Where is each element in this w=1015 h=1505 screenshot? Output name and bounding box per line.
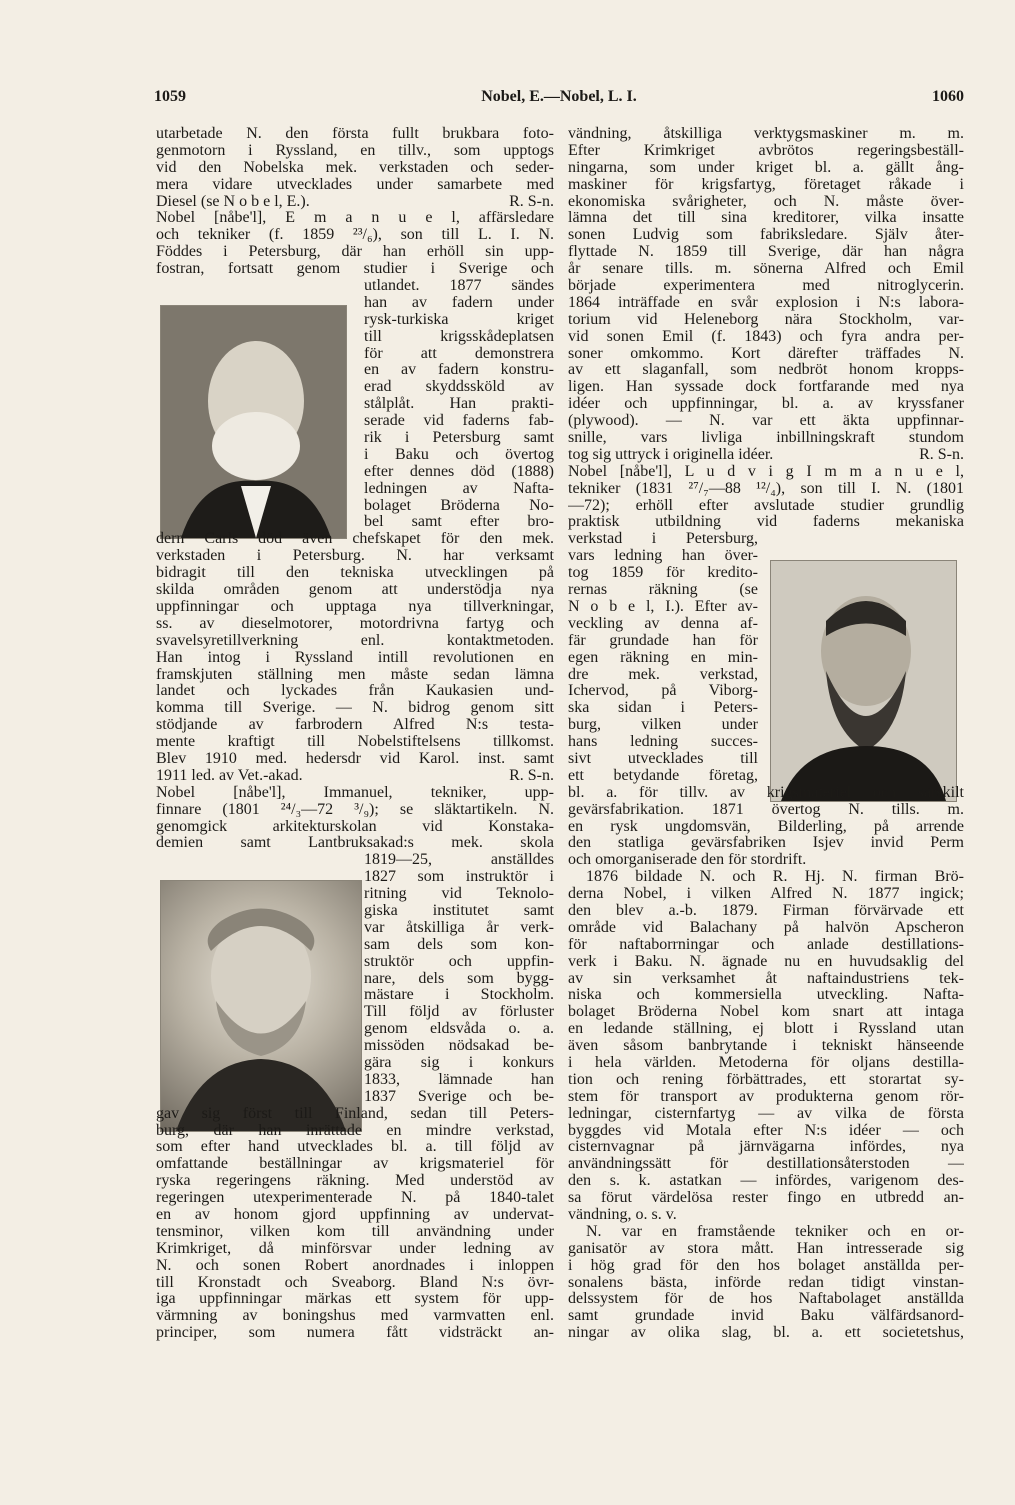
text-line: landet och lyckades från Kaukasien und- <box>156 683 554 700</box>
text-line: svavelsyretillverkning enl. kontaktmetoden. <box>156 632 554 649</box>
text-line: den s. k. astatkan — infördes, varigenom des- <box>568 1173 964 1190</box>
text-line: fostran, fortsatt genom studier i Sverige och <box>156 261 554 278</box>
text-line: Krimkriget, då minförsvar under ledning av <box>156 1240 554 1257</box>
text-line: hans ledning succes- <box>568 734 758 751</box>
text-line: den blev a.-b. 1879. Firman förvärvade ett <box>568 902 964 919</box>
text-line: år senare tills. m. sönerna Alfred och Emil <box>568 261 964 278</box>
text-line: (plywood). — N. var ett äkta uppfinnar- <box>568 413 964 430</box>
text-line: började experimentera med nitroglycerin. <box>568 278 964 295</box>
signature: R. S-n. <box>919 446 964 463</box>
text-line: rernas räkning (se <box>568 582 758 599</box>
text-line: en av fadern konstru- <box>364 362 554 379</box>
text-line: veckling av denna af- <box>568 615 758 632</box>
text-line: Diesel (se N o b e l, E.). R. S-n. <box>156 193 554 210</box>
entry-heading-emanuel: Nobel [nåbe'l], E m a n u e l, affärsledare <box>156 210 554 227</box>
right-column <box>568 126 964 1342</box>
text-line: vid den Nobelska mek. verkstaden och seder- <box>156 159 554 176</box>
text-line: den statliga gevärsfabriken Isjev invid Perm <box>568 835 964 852</box>
text-line: som efter hand utvecklades bl. a. till följd av <box>156 1139 554 1156</box>
entry-heading-ludvig: Nobel [nåbe'l], L u d v i g I m m a n u e l, <box>568 463 964 480</box>
text-line: flyttade N. 1859 till Sverige, där han några <box>568 244 964 261</box>
text-line: samt grundade invid Baku välfärdsanord- <box>568 1308 964 1325</box>
text-line: bel samt efter bro- <box>364 514 554 531</box>
text-line: snille, vars livliga inbillningskraft stundom <box>568 430 964 447</box>
text-line: ningar av olika slag, bl. a. ett societetshus, <box>568 1325 964 1342</box>
text-line: 1833, lämnade han <box>364 1071 554 1088</box>
text-line: 1864 inträffade en svår explosion i N:s labora- <box>568 294 964 311</box>
text-line: serade vid faderns fab- <box>364 413 554 430</box>
left-column <box>156 126 554 1342</box>
text-line: tensminor, vilken kom till användning under <box>156 1223 554 1240</box>
text-line: verk i Baku. N. ägnade nu en huvudsaklig del <box>568 953 964 970</box>
text-line: efter dennes död (1888) <box>364 463 554 480</box>
text-line: 1837 Sverige och be- <box>364 1088 554 1105</box>
text-line: värmning av boningshus med varmvatten enl. <box>156 1308 554 1325</box>
text-line: tion och rening förbättrades, ett storartat sy- <box>568 1071 964 1088</box>
text-line: tog 1859 för kredito- <box>568 565 758 582</box>
text-line: och omorganiserade den för stordrift. <box>568 852 807 869</box>
text-line: sa förut värdelösa rester fingo en utbredd an- <box>568 1190 964 1207</box>
text-line: och tekniker (f. 1859 ²³/₆), son till L. I. N. <box>156 227 554 244</box>
text-line: av sin verksamhet åt naftaindustriens tek- <box>568 970 964 987</box>
text-line: Föddes i Petersburg, där han erhöll sin upp- <box>156 244 554 261</box>
text-line: maskiner för krigsfartyg, företaget råkade i <box>568 176 964 193</box>
text-line: genom eldsvåda o. a. <box>364 1021 554 1038</box>
text-line: —72); erhöll efter avslutade studier grundlig <box>568 497 964 514</box>
text-line: torium vid Heleneborg nära Stockholm, var- <box>568 311 964 328</box>
text-line: Ichervod, på Viborg- <box>568 683 758 700</box>
text-line: tog sig uttryck i originella idéer. R. S-n. <box>568 446 964 463</box>
text-line: område vid Balachany på halvön Apscheron <box>568 919 964 936</box>
text-line: vid sonen Emil (f. 1843) och fyra andra per- <box>568 328 964 345</box>
text-line: ett betydande företag, <box>568 767 758 784</box>
text-line: uppfinningar och upptaga nya tillverkningar, <box>156 598 554 615</box>
text-line: nare, dels som bygg- <box>364 970 554 987</box>
text-line: N. var en framstående tekniker och en or- <box>586 1223 964 1240</box>
text-line: sonalens bästa, införde redan tidigt vinstan- <box>568 1274 964 1291</box>
text-line: ningarna, som under kriget bl. a. gällt ång- <box>568 159 964 176</box>
text-line: 1876 bildade N. och R. Hj. N. firman Brö- <box>586 869 964 886</box>
text-line: Han intog i Ryssland intill revolutionen en <box>156 649 554 666</box>
entry-heading-immanuel: Nobel [nåbe'l], Immanuel, tekniker, upp- <box>156 784 554 801</box>
text-line: var åtskilliga år verk- <box>364 919 554 936</box>
text-line: verkstad i Petersburg, <box>568 531 758 548</box>
text-line: till Kronstadt och Sveaborg. Bland N:s övr- <box>156 1274 554 1291</box>
text-line: egen räkning en min- <box>568 649 758 666</box>
signature: R. S-n. <box>509 193 554 210</box>
text-line: för att demonstrera <box>364 345 554 362</box>
page-number-left: 1059 <box>154 88 186 105</box>
text-line: demien samt Lantbruksakad:s mek. skola <box>156 835 554 852</box>
text-line: ligen. Han syssade dock fortfarande med nya <box>568 379 964 396</box>
text-line: erad skyddssköld av <box>364 379 554 396</box>
text-line: ss. av dieselmotorer, motordrivna fartyg och <box>156 615 554 632</box>
text-line: han av fadern under <box>364 294 554 311</box>
text-line: praktisk utbildning vid faderns mekaniska <box>568 514 964 531</box>
text-line: principer, som numera fått vidsträckt an- <box>156 1325 554 1342</box>
text-line: genmotorn i Ryssland, en tillv., som upptogs <box>156 142 554 159</box>
text-line: sonen Ludvig som fabriksledare. Själv åter- <box>568 227 964 244</box>
text-line: ganisatör av stora mått. Han intresserade sig <box>568 1240 964 1257</box>
text-line: niska och kommersiella utveckling. Nafta- <box>568 987 964 1004</box>
text-line: cisternvagnar på järnvägarna infördes, nya <box>568 1139 964 1156</box>
text-line: omfattande beställningar av krigsmateriel för <box>156 1156 554 1173</box>
text-line: mästare i Stockholm. <box>364 987 554 1004</box>
text-line: bolaget Bröderna No- <box>364 497 554 514</box>
text-line: ekonomiska svårigheter, och N. måste över- <box>568 193 964 210</box>
text-line: stödjande av farbrodern Alfred N:s testa- <box>156 717 554 734</box>
text-line: burg, vilken under <box>568 717 758 734</box>
text-line: mera vidare utvecklades under samarbete med <box>156 176 554 193</box>
text-line: tekniker (1831 ²⁷/₇—88 ¹²/₄), son till I. N. (1801 <box>568 480 964 497</box>
text-line: byggdes vid Motala efter N:s idéer — och <box>568 1122 964 1139</box>
text-line: bidragit till den tekniska utvecklingen på <box>156 565 554 582</box>
text-line: användningssätt för destillationsåterstoden — <box>568 1156 964 1173</box>
text-line: burg, där han inrättade en mindre verkstad, <box>156 1122 554 1139</box>
text-line: fär grundade han för <box>568 632 758 649</box>
text-line: gav sig först till Finland, sedan till Peters- <box>156 1105 554 1122</box>
text-line: skilda områden genom att understödja nya <box>156 582 554 599</box>
text-line: mente kraftigt till Nobelstiftelsens tillkomst. <box>156 734 554 751</box>
text-line: komma till Sverige. — N. bidrog genom sitt <box>156 700 554 717</box>
text-line: Efter Krimkriget avbrötos regeringsbeställ- <box>568 142 964 159</box>
text-line: en av honom gjord uppfinning av undervat- <box>156 1207 554 1223</box>
page-header <box>154 88 964 118</box>
text-line: iga uppfinningar märkas ett system för upp- <box>156 1291 554 1308</box>
text-line: i hög grad för den hos bolaget anställda per- <box>568 1257 964 1274</box>
text-line: 1827 som instruktör i <box>364 869 554 886</box>
text-line: derna Nobel, i vilken Alfred N. 1877 ingick; <box>568 886 964 903</box>
text-line: bolaget Bröderna Nobel kom snart att intaga <box>568 1004 964 1021</box>
text-line: stem för transport av produkterna genom rör- <box>568 1088 964 1105</box>
text-line: gevärsfabrikation. 1871 övertog N. tills. m. <box>568 801 964 818</box>
signature: R. S-n. <box>509 767 554 784</box>
text-line: Blev 1910 med. hedersdr vid Karol. inst. samt <box>156 750 554 767</box>
text-line: rik i Petersburg samt <box>364 430 554 447</box>
running-title: Nobel, E.—Nobel, L. I. <box>481 88 637 105</box>
text-line: ska sidan i Peters- <box>568 700 758 717</box>
text-line: utarbetade N. den första fullt brukbara foto- <box>156 126 554 142</box>
text-line: vars ledning han över- <box>568 548 758 565</box>
text-line: en rysk ungdomsvän, Bilderling, på arrende <box>568 818 964 835</box>
text-line: ritning vid Teknolo- <box>364 886 554 903</box>
text-line: vändning, åtskilliga verktygsmaskiner m. m. <box>568 126 964 142</box>
text-line: ledningar, cisternfartyg — av vilka de första <box>568 1105 964 1122</box>
text-line: vändning, o. s. v. <box>568 1207 677 1223</box>
text-line: i hela världen. Metoderna för oljans destilla- <box>568 1054 964 1071</box>
text-line: giska institutet samt <box>364 902 554 919</box>
text-line: N o b e l, I.). Efter av- <box>568 598 758 615</box>
text-line: en ledande ställning, ej blott i Ryssland utan <box>568 1021 964 1038</box>
text-line: för naftaborrningar och anlade destillations- <box>568 936 964 953</box>
text-line: ryska regeringens räkning. Med understöd av <box>156 1173 554 1190</box>
page-number-right: 1060 <box>932 88 964 105</box>
text-line: stålplåt. Han prakti- <box>364 396 554 413</box>
text-line: utlandet. 1877 sändes <box>364 278 554 295</box>
text-line: N. och sonen Robert anordnades i inloppen <box>156 1257 554 1274</box>
text-line: rysk-turkiska kriget <box>364 311 554 328</box>
text-line: Till följd av förluster <box>364 1004 554 1021</box>
text-line: framskjuten ställning men måste sedan lämna <box>156 666 554 683</box>
text-line: finnare (1801 ²⁴/₃—72 ³/₉); se släktartikeln. N. <box>156 801 554 818</box>
text-line: även såsom banbrytande i tekniskt hänseende <box>568 1038 964 1055</box>
text-line: sam dels som kon- <box>364 936 554 953</box>
text-line: genomgick arkitekturskolan vid Konstaka- <box>156 818 554 835</box>
text-line: 1911 led. av Vet.-akad. R. S-n. <box>156 767 554 784</box>
text-line: gära sig i konkurs <box>364 1054 554 1071</box>
text-line: sivt utvecklades till <box>568 750 758 767</box>
text-line: struktör och uppfin- <box>364 953 554 970</box>
text-line: till krigsskådeplatsen <box>364 328 554 345</box>
text-line: dre mek. verkstad, <box>568 666 758 683</box>
text-line: missöden nödsakad be- <box>364 1038 554 1055</box>
text-line: av ett slaganfall, som nedbröt honom kropps- <box>568 362 964 379</box>
text-line: lämna det till sina kreditorer, vilka insatte <box>568 210 964 227</box>
text-line: bl. a. för tillv. av krigsmateriel och särskilt <box>568 784 964 801</box>
text-line: regeringen utexperimenterade N. på 1840-talet <box>156 1190 554 1207</box>
text-line: dern Carls död även chefskapet för den mek. <box>156 531 554 548</box>
text-line: i Baku och övertog <box>364 446 554 463</box>
text-line: verkstaden i Petersburg. N. har verksamt <box>156 548 554 565</box>
text-line: 1819—25, anställdes <box>364 852 554 869</box>
text-line: ledningen av Nafta- <box>364 480 554 497</box>
text-line: soner omkommo. Kort därefter träffades N. <box>568 345 964 362</box>
text-line: idéer och uppfinningar, bl. a. av kryssfaner <box>568 396 964 413</box>
text-line: delssystem för de hos Naftabolaget anställda <box>568 1291 964 1308</box>
